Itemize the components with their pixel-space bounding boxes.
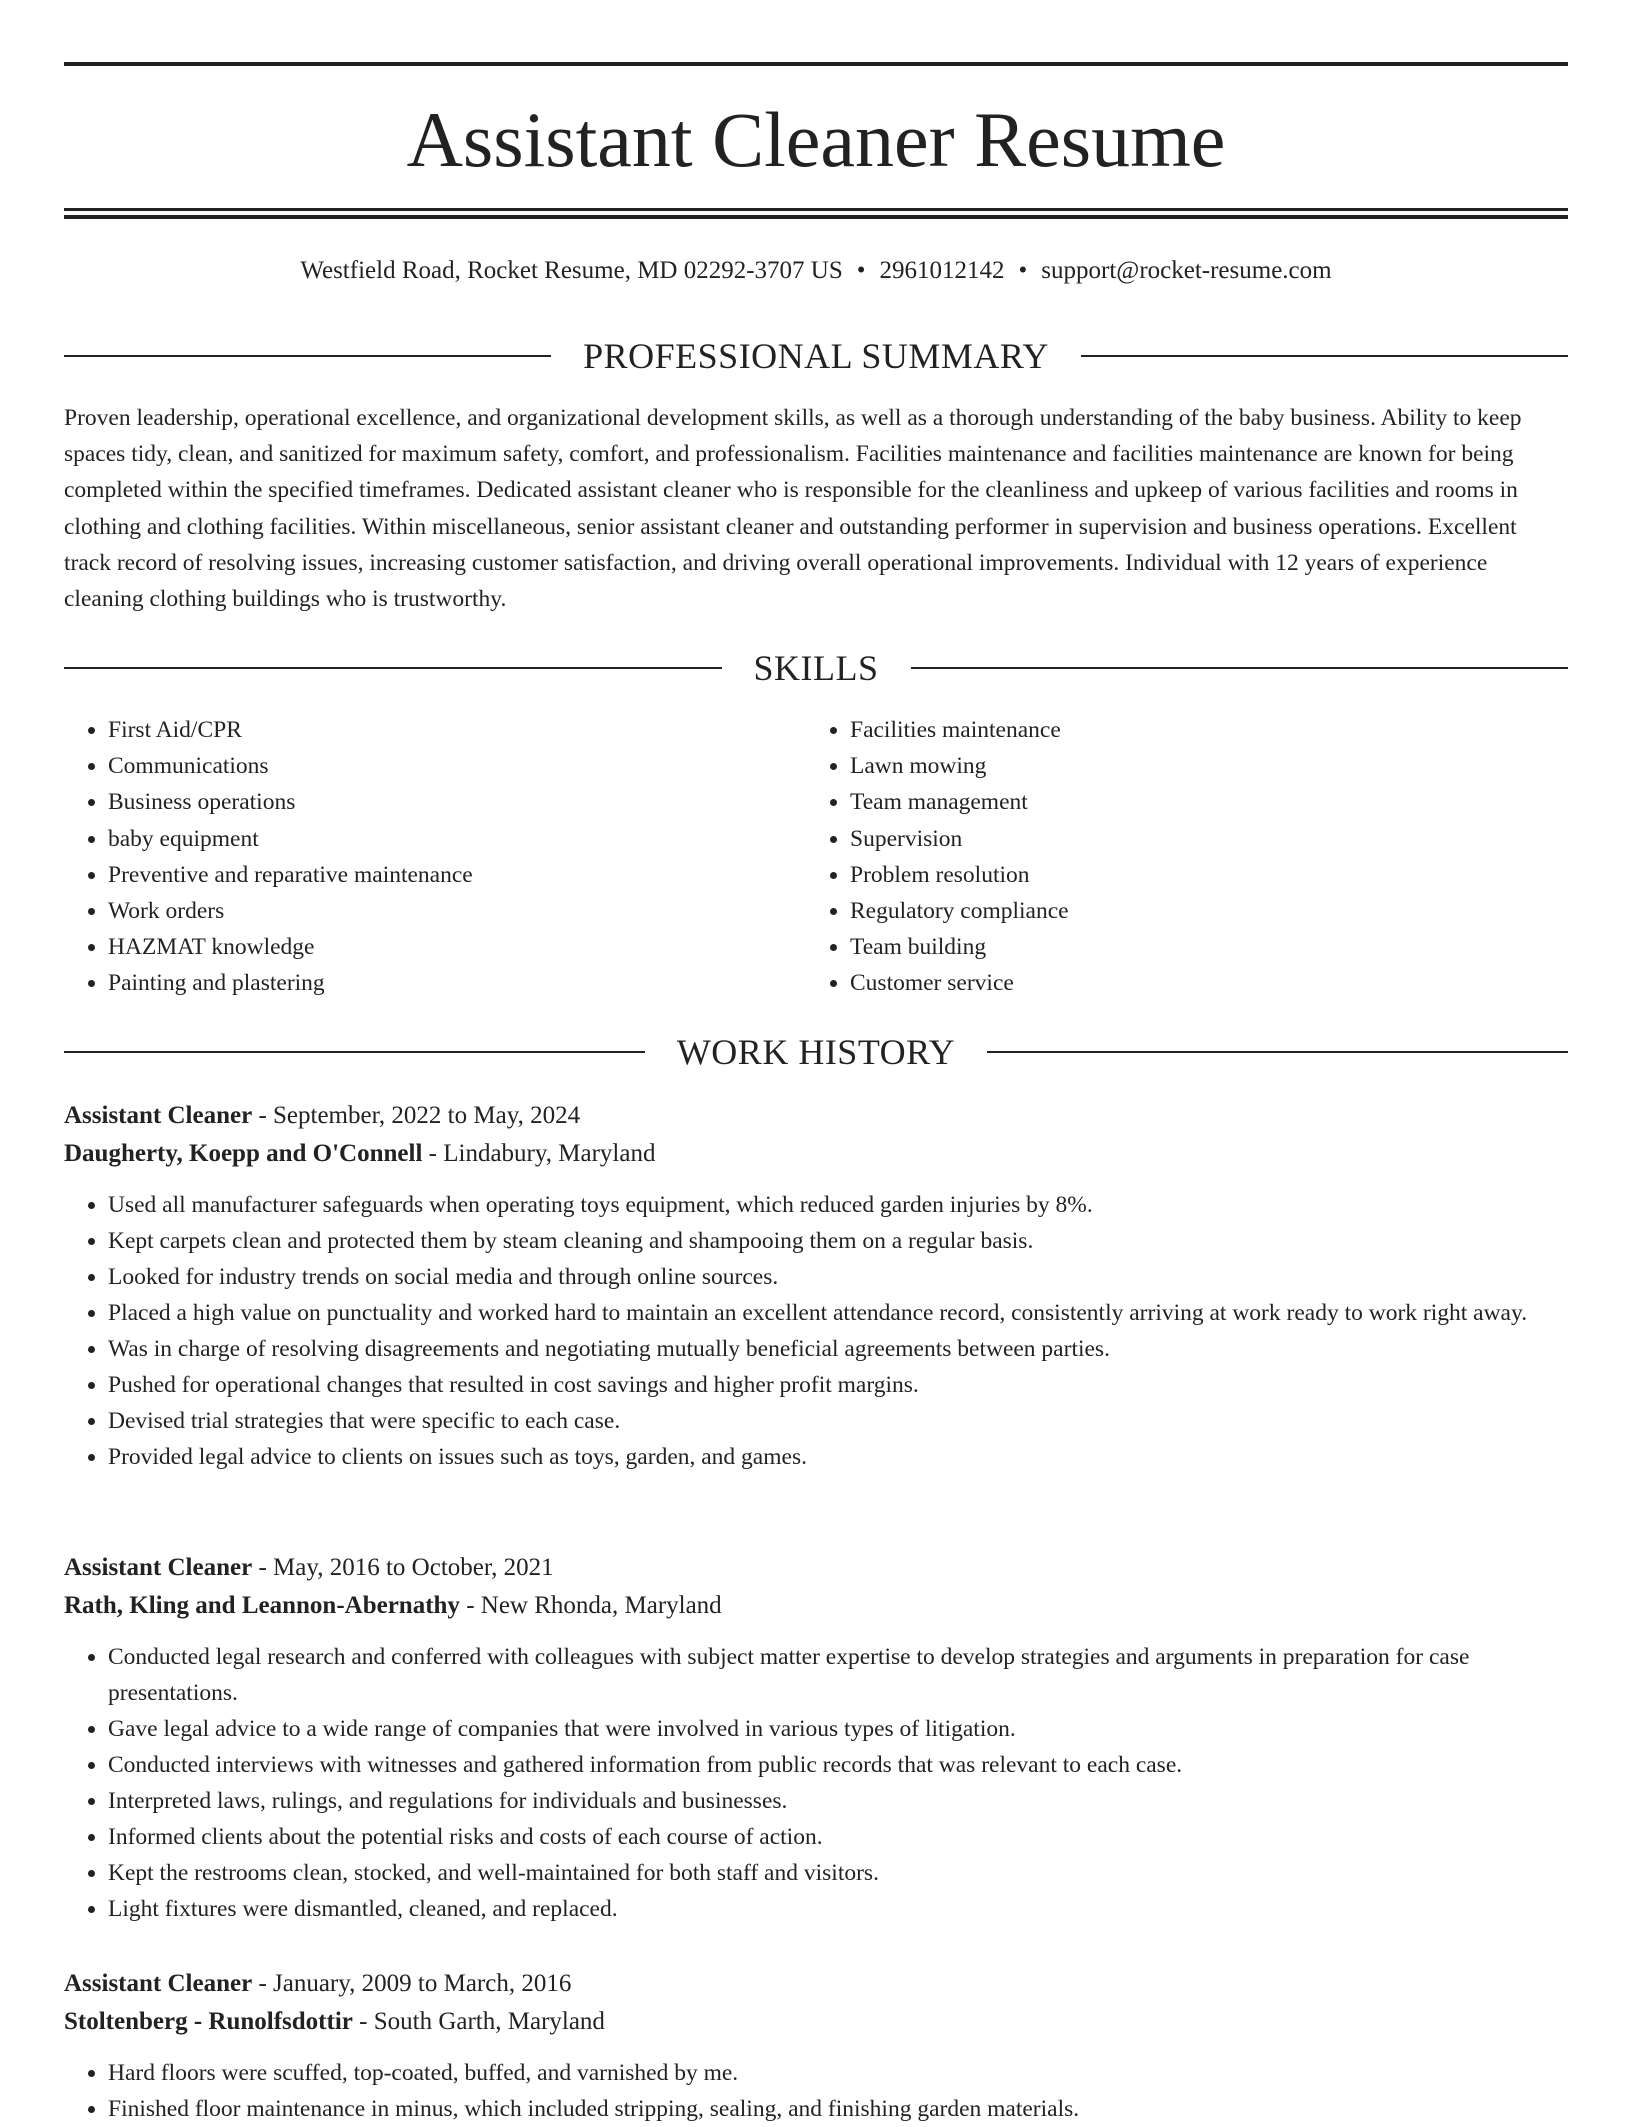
job-title-line: Assistant Cleaner - May, 2016 to October, 2021 — [64, 1554, 554, 1581]
job-bullet: • Was in charge of resolving disagreements and negotiating mutually beneficial agreements between parties. — [108, 1331, 1568, 1367]
skill-item: • Communications — [108, 748, 806, 784]
job-bullet: • Light fixtures were dismantled, cleaned, and replaced. — [108, 1891, 1568, 1927]
job-entry — [64, 1965, 1568, 2127]
skill-item: • Work orders — [108, 893, 806, 929]
job-title-line: Assistant Cleaner - January, 2009 to March, 2016 — [64, 1970, 572, 1997]
job-entry — [64, 1097, 1568, 1475]
contact-address: Westfield Road, Rocket Resume, MD 02292-3707 US — [300, 257, 843, 284]
job-bullet: • Interpreted laws, rulings, and regulations for individuals and businesses. — [108, 1783, 1568, 1819]
skill-item: • Regulatory compliance — [850, 893, 1548, 929]
job-title: Assistant Cleaner — [64, 1554, 253, 1581]
section-title-skills: SKILLS — [753, 648, 879, 688]
skill-item: • Business operations — [108, 784, 806, 820]
contact-phone: 2961012142 — [879, 257, 1005, 284]
job-bullet: • Gave legal advice to a wide range of companies that were involved in various types of litigation. — [108, 1711, 1568, 1747]
skill-item: • Lawn mowing — [850, 748, 1548, 784]
skill-item: • Facilities maintenance — [850, 712, 1548, 748]
section-rule — [64, 667, 722, 669]
skill-item: • Team management — [850, 784, 1548, 820]
job-title: Assistant Cleaner — [64, 1102, 253, 1129]
job-location: Lindabury, Maryland — [443, 1140, 656, 1167]
job-entry — [64, 1549, 1568, 1927]
section-title-summary: PROFESSIONAL SUMMARY — [583, 336, 1049, 376]
header-top-rule — [64, 62, 1568, 66]
job-bullet: • Finished floor maintenance in minus, which included stripping, sealing, and finishing garden materials. — [108, 2091, 1568, 2127]
job-dates: January, 2009 to March, 2016 — [273, 1970, 572, 1997]
section-heading-summary — [64, 334, 1568, 378]
section-rule — [911, 667, 1569, 669]
contact-line — [64, 254, 1568, 288]
header-bottom-rule-thick — [64, 215, 1568, 219]
job-bullet: • Provided legal advice to clients on issues such as toys, garden, and games. — [108, 1439, 1568, 1475]
job-bullets — [64, 2055, 1568, 2127]
summary-text: Proven leadership, operational excellence, and organizational development skills, as well as a thorough understanding of the baby business. Ability to keep spaces tidy, clean, and sanitized for maximum safety, comfort, and professionalism. Facilities maintenance and facilities maintenance are known for being completed within the specified timeframes. Dedicated assistant cleaner who is responsible for the cleanliness and upkeep of various facilities and rooms in clothing and clothing facilities. Within miscellaneous, senior assistant cleaner and outstanding performer in supervision and business operations. Excellent track record of resolving issues, increasing customer satisfaction, and driving overall operational improvements. Individual with 12 years of experience cleaning clothing buildings who is trustworthy. — [64, 405, 1522, 613]
job-location: New Rhonda, Maryland — [480, 1592, 722, 1619]
job-bullet: • Placed a high value on punctuality and worked hard to maintain an excellent attendance record, consistently arriving at work ready to work right away. — [108, 1295, 1568, 1331]
job-title: Assistant Cleaner — [64, 1970, 253, 1997]
skills-column-right — [806, 712, 1548, 1002]
section-rule — [64, 1051, 645, 1053]
job-dates: September, 2022 to May, 2024 — [273, 1102, 581, 1129]
job-bullet: • Kept the restrooms clean, stocked, and well-maintained for both staff and visitors. — [108, 1855, 1568, 1891]
job-bullet: • Kept carpets clean and protected them by steam cleaning and shampooing them on a regular basis. — [108, 1223, 1568, 1259]
header-bottom-rule — [64, 208, 1568, 211]
job-company-line: Stoltenberg - Runolfsdottir - South Garth, Maryland — [64, 2008, 605, 2035]
section-rule — [64, 355, 551, 357]
contact-email: support@rocket-resume.com — [1041, 257, 1332, 284]
skills-list — [64, 712, 1568, 1002]
job-title-line: Assistant Cleaner - September, 2022 to May, 2024 — [64, 1102, 581, 1129]
job-company: Rath, Kling and Leannon-Abernathy — [64, 1592, 460, 1619]
section-heading-skills — [64, 646, 1568, 690]
job-bullet: • Looked for industry trends on social media and through online sources. — [108, 1259, 1568, 1295]
job-company-line: Daugherty, Koepp and O'Connell - Lindabury, Maryland — [64, 1140, 656, 1167]
contact-separator: • — [856, 257, 866, 284]
job-bullet: • Hard floors were scuffed, top-coated, buffed, and varnished by me. — [108, 2055, 1568, 2091]
job-bullet: • Pushed for operational changes that resulted in cost savings and higher profit margins. — [108, 1367, 1568, 1403]
job-bullet: • Conducted interviews with witnesses and gathered information from public records that was relevant to each case. — [108, 1747, 1568, 1783]
skills-column-left — [64, 712, 806, 1002]
section-rule — [987, 1051, 1568, 1053]
job-bullet: • Conducted legal research and conferred with colleagues with subject matter expertise to develop strategies and arguments in preparation for case presentations. — [108, 1639, 1568, 1711]
skill-item: • Preventive and reparative maintenance — [108, 857, 806, 893]
skill-item: • Supervision — [850, 821, 1548, 857]
job-company: Daugherty, Koepp and O'Connell — [64, 1140, 423, 1167]
job-bullets — [64, 1639, 1568, 1927]
job-dates: May, 2016 to October, 2021 — [273, 1554, 554, 1581]
job-bullet: • Informed clients about the potential risks and costs of each course of action. — [108, 1819, 1568, 1855]
section-rule — [1081, 355, 1568, 357]
skill-item: • Painting and plastering — [108, 965, 806, 1001]
job-bullet: • Used all manufacturer safeguards when operating toys equipment, which reduced garden injuries by 8%. — [108, 1187, 1568, 1223]
skill-item: • Team building — [850, 929, 1548, 965]
job-bullets — [64, 1187, 1568, 1475]
section-title-work: WORK HISTORY — [676, 1032, 956, 1072]
skill-item: • First Aid/CPR — [108, 712, 806, 748]
skill-item: • HAZMAT knowledge — [108, 929, 806, 965]
skill-item: • Customer service — [850, 965, 1548, 1001]
job-company: Stoltenberg - Runolfsdottir — [64, 2008, 353, 2035]
section-heading-work — [64, 1030, 1568, 1074]
skill-item: • baby equipment — [108, 821, 806, 857]
job-location: South Garth, Maryland — [373, 2008, 605, 2035]
contact-separator: • — [1018, 257, 1028, 284]
page-title: Assistant Cleaner Resume — [406, 96, 1226, 183]
job-company-line: Rath, Kling and Leannon-Abernathy - New Rhonda, Maryland — [64, 1592, 722, 1619]
job-bullet: • Devised trial strategies that were specific to each case. — [108, 1403, 1568, 1439]
skill-item: • Problem resolution — [850, 857, 1548, 893]
